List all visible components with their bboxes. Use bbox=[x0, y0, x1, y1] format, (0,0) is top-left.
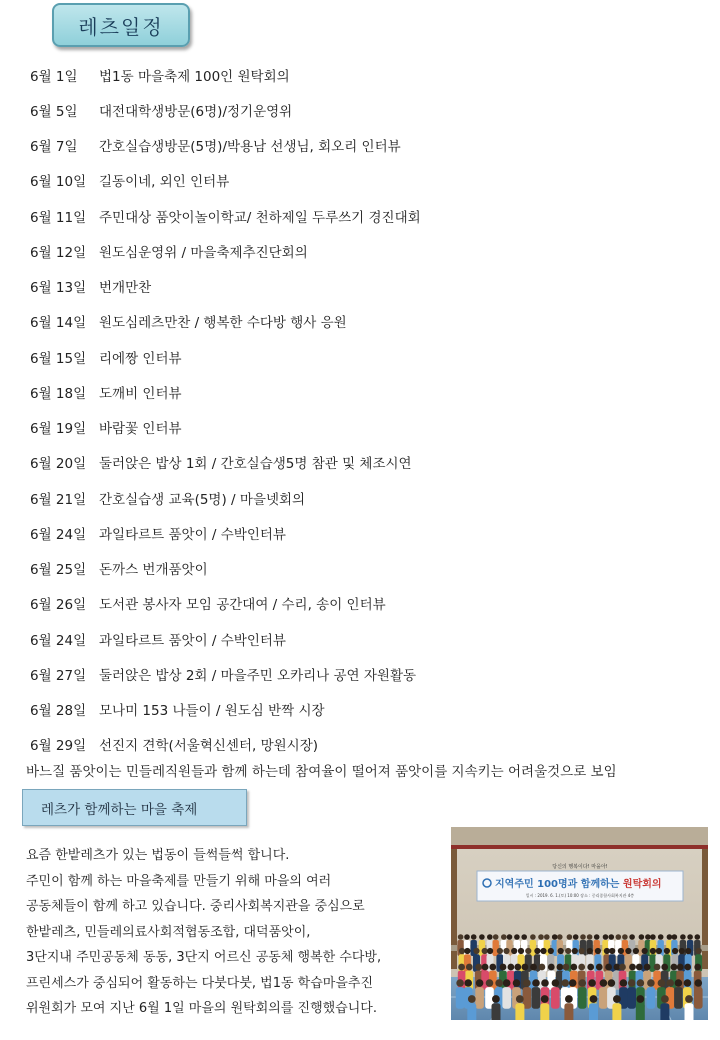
person-head bbox=[654, 964, 661, 971]
section-body-line: 프린세스가 중심되어 활동하는 다붓다붓, 법1동 학습마을추진 bbox=[26, 975, 374, 991]
schedule-date: 6월 24일 bbox=[30, 632, 87, 649]
person-head bbox=[569, 979, 577, 987]
section-title: 레츠가 함께하는 마을 축제 bbox=[22, 789, 247, 826]
section-body-line: 한밭레츠, 민들레의료사회적협동조합, 대덕품앗이, bbox=[26, 924, 311, 940]
person-head bbox=[530, 964, 537, 971]
person-head bbox=[539, 964, 546, 971]
schedule-item bbox=[30, 551, 710, 586]
schedule-text: 돈까스 번개품앗이 bbox=[99, 562, 208, 579]
person-head bbox=[573, 934, 579, 940]
person-head bbox=[561, 979, 569, 987]
svg-text:지역주민 100명과 함께하는 원탁회의 bbox=[495, 877, 662, 890]
person-head bbox=[544, 934, 550, 940]
schedule-text: 간호실습생 교육(5명) / 마을넷회의 bbox=[99, 491, 306, 508]
person-head bbox=[518, 948, 524, 954]
person-head bbox=[594, 934, 600, 940]
schedule-item bbox=[30, 339, 710, 374]
person-head bbox=[666, 979, 674, 987]
person-head bbox=[587, 964, 594, 971]
person-head bbox=[516, 995, 524, 1003]
person-head bbox=[587, 934, 593, 940]
person-head bbox=[650, 948, 656, 954]
person-head bbox=[482, 948, 488, 954]
person-head bbox=[642, 948, 648, 954]
person-head bbox=[464, 948, 470, 954]
section-body-line: 요즘 한밭레츠가 있는 법동이 들썩들썩 합니다. bbox=[26, 848, 290, 863]
schedule-text: 둘러앉은 밥상 2회 / 마을주민 오카리나 공연 자원활동 bbox=[99, 667, 417, 684]
schedule-list bbox=[30, 57, 710, 762]
person-head bbox=[684, 979, 692, 987]
person-head bbox=[604, 948, 610, 954]
schedule-text: 법1동 마을축제 100인 원탁회의 bbox=[99, 68, 290, 85]
person-body bbox=[530, 940, 536, 956]
person-head bbox=[507, 934, 513, 940]
person-head bbox=[645, 934, 651, 940]
schedule-item bbox=[30, 586, 710, 621]
person-head bbox=[656, 948, 662, 954]
section-body-line: 위원회가 모여 지난 6월 1일 마을의 원탁회의를 진행했습니다. bbox=[26, 1001, 377, 1016]
person-head bbox=[486, 979, 494, 987]
person-head bbox=[492, 995, 500, 1003]
person-body bbox=[564, 1003, 573, 1020]
schedule-text: 길동이네, 외인 인터뷰 bbox=[99, 174, 230, 191]
person-head bbox=[563, 964, 570, 971]
person-head bbox=[636, 964, 643, 971]
schedule-item bbox=[30, 445, 710, 480]
schedule-date: 6월 13일 bbox=[30, 280, 87, 297]
person-head bbox=[548, 964, 555, 971]
person-head bbox=[679, 948, 685, 954]
person-body bbox=[694, 987, 703, 1009]
person-head bbox=[618, 948, 624, 954]
schedule-date: 6월 12일 bbox=[30, 244, 87, 261]
person-head bbox=[552, 979, 560, 987]
person-head bbox=[687, 934, 693, 940]
schedule-date: 6월 26일 bbox=[30, 597, 87, 614]
person-head bbox=[523, 979, 531, 987]
person-head bbox=[487, 934, 493, 940]
schedule-item bbox=[30, 727, 710, 762]
schedule-item bbox=[30, 233, 710, 268]
person-body bbox=[532, 987, 541, 1009]
person-head bbox=[636, 995, 644, 1003]
schedule-text: 간호실습생방문(5명)/박용남 선생님, 회오리 인터뷰 bbox=[99, 139, 401, 156]
section-body-line: 3단지내 주민공동체 동동, 3단지 어르신 공동체 행복한 수다방, bbox=[26, 950, 382, 965]
person-head bbox=[525, 948, 531, 954]
person-head bbox=[609, 934, 615, 940]
person-head bbox=[464, 934, 470, 940]
person-head bbox=[466, 964, 473, 971]
person-head bbox=[538, 934, 544, 940]
person-head bbox=[619, 964, 626, 971]
person-head bbox=[508, 964, 515, 971]
person-head bbox=[590, 995, 598, 1003]
person-head bbox=[609, 948, 615, 954]
person-head bbox=[675, 979, 683, 987]
schedule-item bbox=[30, 656, 710, 691]
banner-main-text: 지역주민 100명과 함께하는 bbox=[495, 879, 623, 890]
schedule-text: 리에짱 인터뷰 bbox=[99, 350, 182, 367]
schedule-text: 원도심운영위 / 마을축제추진단회의 bbox=[99, 244, 308, 261]
person-head bbox=[658, 979, 666, 987]
person-head bbox=[694, 964, 701, 971]
person-head bbox=[565, 948, 571, 954]
person-body bbox=[674, 987, 683, 1009]
person-head bbox=[541, 979, 549, 987]
schedule-item bbox=[30, 163, 710, 198]
person-head bbox=[629, 934, 635, 940]
schedule-item bbox=[30, 269, 710, 304]
person-head bbox=[487, 948, 493, 954]
schedule-item bbox=[30, 374, 710, 409]
person-head bbox=[503, 948, 509, 954]
schedule-date: 6월 1일 bbox=[30, 68, 78, 85]
person-head bbox=[548, 948, 554, 954]
person-body bbox=[551, 987, 560, 1009]
schedule-date: 6월 27일 bbox=[30, 667, 87, 684]
person-body bbox=[515, 1003, 524, 1020]
person-head bbox=[489, 964, 496, 971]
person-head bbox=[677, 964, 684, 971]
schedule-date: 6월 14일 bbox=[30, 315, 87, 332]
person-body bbox=[540, 1003, 549, 1020]
schedule-date: 6월 5일 bbox=[30, 103, 78, 120]
person-head bbox=[459, 948, 465, 954]
person-head bbox=[661, 964, 668, 971]
schedule-text: 모나미 153 나들이 / 원도심 반짝 시장 bbox=[99, 703, 325, 720]
person-head bbox=[514, 964, 521, 971]
person-head bbox=[522, 964, 529, 971]
person-head bbox=[664, 948, 670, 954]
person-head bbox=[513, 979, 521, 987]
person-body bbox=[612, 1003, 621, 1020]
person-head bbox=[572, 948, 578, 954]
section-body-line: 공동체들이 함께 하고 있습니다. 중리사회복지관을 중심으로 bbox=[26, 899, 365, 914]
person-head bbox=[637, 979, 645, 987]
person-head bbox=[658, 934, 664, 940]
person-head bbox=[605, 964, 612, 971]
person-body bbox=[599, 987, 608, 1009]
person-head bbox=[464, 979, 472, 987]
schedule-date: 6월 29일 bbox=[30, 738, 87, 755]
person-head bbox=[458, 964, 465, 971]
schedule-item bbox=[30, 410, 710, 445]
person-head bbox=[671, 964, 678, 971]
schedule-text: 과일타르트 품앗이 / 수박인터뷰 bbox=[99, 526, 286, 543]
person-head bbox=[695, 979, 703, 987]
person-head bbox=[587, 948, 593, 954]
person-head bbox=[595, 948, 601, 954]
person-head bbox=[503, 979, 511, 987]
person-head bbox=[695, 934, 701, 940]
person-head bbox=[501, 934, 507, 940]
schedule-item bbox=[30, 692, 710, 727]
banner-small-text: 당신의 행복이다! 마을아! bbox=[552, 864, 608, 870]
person-head bbox=[650, 934, 656, 940]
person-body bbox=[660, 1003, 669, 1020]
person-head bbox=[473, 948, 479, 954]
person-head bbox=[579, 948, 585, 954]
person-body bbox=[502, 987, 511, 1009]
person-head bbox=[616, 934, 622, 940]
person-body bbox=[636, 1003, 645, 1020]
person-head bbox=[475, 964, 482, 971]
schedule-text: 번개만찬 bbox=[99, 280, 152, 297]
person-head bbox=[639, 934, 645, 940]
person-body bbox=[475, 987, 484, 1009]
person-head bbox=[613, 995, 621, 1003]
banner-highlight-text: 원탁회의 bbox=[622, 879, 662, 890]
schedule-text: 원도심레츠만찬 / 행복한 수다방 행사 응원 bbox=[99, 315, 347, 332]
person-head bbox=[479, 934, 485, 940]
person-head bbox=[532, 979, 540, 987]
schedule-date: 6월 21일 bbox=[30, 491, 87, 508]
person-head bbox=[458, 934, 464, 940]
person-head bbox=[608, 979, 616, 987]
person-body bbox=[467, 1003, 476, 1020]
person-head bbox=[541, 995, 549, 1003]
person-head bbox=[672, 934, 678, 940]
section-body bbox=[26, 843, 446, 1022]
person-head bbox=[567, 934, 573, 940]
schedule-text: 선진지 견학(서울혁신센터, 망원시장) bbox=[99, 738, 319, 755]
person-head bbox=[596, 964, 603, 971]
person-head bbox=[696, 948, 702, 954]
schedule-item bbox=[30, 480, 710, 515]
person-head bbox=[530, 934, 536, 940]
person-head bbox=[684, 964, 691, 971]
person-head bbox=[570, 964, 577, 971]
schedule-date: 6월 11일 bbox=[30, 209, 87, 226]
person-body bbox=[647, 987, 656, 1009]
banner-sub-text: 일시 : 2019. 6. 1.(토) 10:00 장소 : 중리종합사회복지관 4층 bbox=[525, 893, 635, 898]
person-head bbox=[633, 948, 639, 954]
person-head bbox=[628, 979, 636, 987]
person-head bbox=[557, 934, 563, 940]
schedule-date: 6월 15일 bbox=[30, 350, 87, 367]
schedule-text: 도서관 봉사자 모임 공간대여 / 수리, 송이 인터뷰 bbox=[99, 597, 386, 614]
person-head bbox=[622, 934, 628, 940]
person-head bbox=[500, 964, 507, 971]
person-head bbox=[558, 948, 564, 954]
section-body-line: 주민이 함께 하는 마을축제를 만들기 위해 마을의 여러 bbox=[26, 873, 332, 889]
schedule-date: 6월 20일 bbox=[30, 456, 87, 473]
person-head bbox=[511, 948, 517, 954]
person-head bbox=[495, 979, 503, 987]
person-head bbox=[600, 979, 608, 987]
schedule-item bbox=[30, 57, 710, 92]
schedule-item bbox=[30, 92, 710, 127]
person-head bbox=[476, 979, 484, 987]
person-head bbox=[588, 979, 596, 987]
person-head bbox=[667, 934, 673, 940]
person-head bbox=[497, 948, 503, 954]
person-head bbox=[603, 934, 609, 940]
schedule-text: 주민대상 품앗이놀이학교/ 천하제일 두루쓰기 경진대회 bbox=[99, 209, 421, 226]
person-head bbox=[482, 964, 489, 971]
person-head bbox=[493, 934, 499, 940]
schedule-date: 6월 19일 bbox=[30, 421, 87, 438]
person-head bbox=[629, 964, 636, 971]
person-head bbox=[456, 979, 464, 987]
person-body bbox=[493, 940, 499, 956]
schedule-text: 둘러앉은 밥상 1회 / 간호실습생5명 참관 및 체조시연 bbox=[99, 456, 412, 473]
person-body bbox=[627, 987, 636, 1009]
person-head bbox=[521, 934, 527, 940]
person-head bbox=[552, 934, 558, 940]
group-photo bbox=[451, 827, 708, 1020]
person-head bbox=[534, 948, 540, 954]
person-head bbox=[557, 964, 564, 971]
schedule-note: 바느질 품앗이는 민들레직원들과 함께 하는데 참여율이 떨어져 품앗이를 지속키는 어려울것으로 보임 bbox=[26, 764, 617, 780]
schedule-date: 6월 28일 bbox=[30, 703, 87, 720]
person-body bbox=[456, 987, 465, 1009]
schedule-text: 과일타르트 품앗이 / 수박인터뷰 bbox=[99, 632, 286, 649]
person-head bbox=[644, 964, 651, 971]
schedule-text: 대전대학생방문(6명)/정기운영위 bbox=[99, 103, 293, 120]
schedule-text: 도깨비 인터뷰 bbox=[99, 385, 182, 402]
schedule-text: 바람꽃 인터뷰 bbox=[99, 421, 182, 438]
schedule-item bbox=[30, 128, 710, 163]
person-head bbox=[471, 934, 477, 940]
person-head bbox=[685, 948, 691, 954]
page-title: 레츠일정 bbox=[52, 3, 190, 47]
person-head bbox=[578, 964, 585, 971]
schedule-item bbox=[30, 515, 710, 550]
person-head bbox=[661, 995, 669, 1003]
schedule-date: 6월 25일 bbox=[30, 562, 87, 579]
schedule-date: 6월 24일 bbox=[30, 526, 87, 543]
schedule-item bbox=[30, 198, 710, 233]
schedule-date: 6월 10일 bbox=[30, 174, 87, 191]
schedule-item bbox=[30, 621, 710, 656]
person-head bbox=[579, 979, 587, 987]
person-body bbox=[685, 1003, 694, 1020]
schedule-item bbox=[30, 304, 710, 339]
person-body bbox=[492, 1003, 501, 1020]
person-head bbox=[647, 979, 655, 987]
schedule-date: 6월 7일 bbox=[30, 139, 78, 156]
person-head bbox=[672, 948, 678, 954]
person-body bbox=[578, 987, 587, 1009]
person-head bbox=[580, 934, 586, 940]
person-head bbox=[680, 934, 686, 940]
person-head bbox=[685, 995, 693, 1003]
person-body bbox=[589, 1003, 598, 1020]
person-head bbox=[625, 948, 631, 954]
person-head bbox=[468, 995, 476, 1003]
person-head bbox=[514, 934, 520, 940]
person-head bbox=[540, 948, 546, 954]
schedule-date: 6월 18일 bbox=[30, 385, 87, 402]
person-head bbox=[565, 995, 573, 1003]
person-head bbox=[620, 979, 628, 987]
